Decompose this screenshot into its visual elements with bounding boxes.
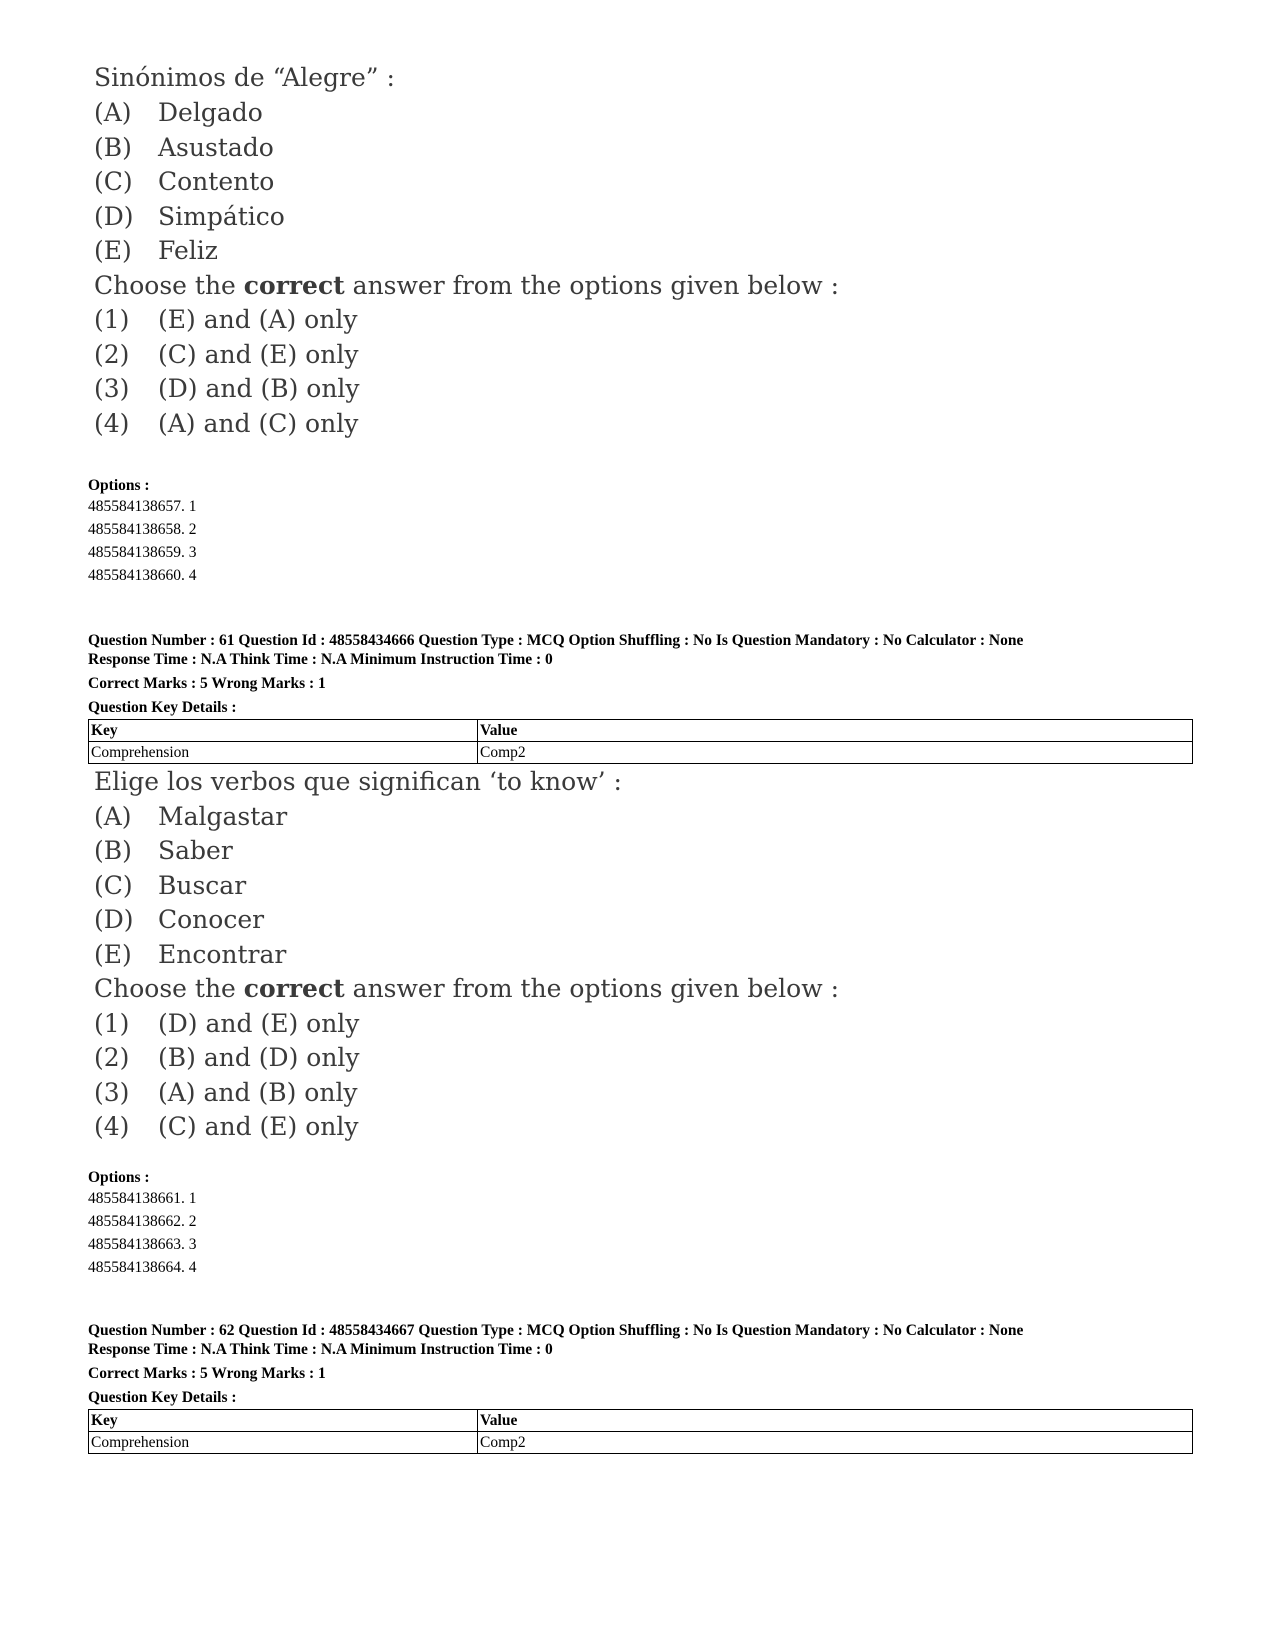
- q62-key-details-header: Question Key Details :: [88, 1389, 237, 1406]
- table-header-row: [89, 720, 1193, 742]
- table-header-value: Value: [478, 720, 1193, 742]
- q61-choice-3: (3) (A) and (B) only: [94, 1078, 358, 1107]
- table-row: [89, 742, 1193, 764]
- q61-question-image: [0, 765, 1275, 1165]
- table-cell-value: Comp2: [478, 1432, 1193, 1454]
- q61-item-b: (B) Saber: [94, 836, 233, 865]
- q60-item-b: (B) Asustado: [94, 133, 274, 162]
- q60-stem: Sinónimos de “Alegre” :: [94, 63, 395, 92]
- q61-item-a: (A) Malgastar: [94, 802, 288, 831]
- q60-item-e: (E) Feliz: [94, 236, 218, 265]
- q61-marks: Correct Marks : 5 Wrong Marks : 1: [88, 675, 326, 692]
- q60-question-image: [0, 0, 1275, 470]
- q61-item-c: (C) Buscar: [94, 871, 247, 900]
- q62-marks: Correct Marks : 5 Wrong Marks : 1: [88, 1365, 326, 1382]
- table-cell-key: Comprehension: [89, 742, 478, 764]
- table-header-value: Value: [478, 1410, 1193, 1432]
- q60-choice-3: (3) (D) and (B) only: [94, 374, 360, 403]
- q60-choice-4: (4) (A) and (C) only: [94, 409, 359, 438]
- q61-item-e: (E) Encontrar: [94, 940, 287, 969]
- table-header-key: Key: [89, 720, 478, 742]
- q60-item-a: (A) Delgado: [94, 98, 263, 127]
- q60-options-header: Options :: [88, 477, 150, 494]
- q60-choice-1: (1) (E) and (A) only: [94, 305, 358, 334]
- q60-option-1: 485584138657. 1: [88, 498, 197, 515]
- q61-item-d: (D) Conocer: [94, 905, 265, 934]
- q60-choice-2: (2) (C) and (E) only: [94, 340, 359, 369]
- q61-key-table: [88, 719, 1193, 764]
- table-header-row: [89, 1410, 1193, 1432]
- q62-key-table: [88, 1409, 1193, 1454]
- q60-option-4: 485584138660. 4: [88, 567, 197, 584]
- q62-meta-line2: Response Time : N.A Think Time : N.A Minimum Instruction Time : 0: [88, 1341, 553, 1358]
- q61-instruction: Choose the correct answer from the options given below :: [94, 974, 839, 1003]
- q60-item-d: (D) Simpático: [94, 202, 285, 231]
- q61-option-2: 485584138662. 2: [88, 1213, 197, 1230]
- q60-item-c: (C) Contento: [94, 167, 275, 196]
- q60-option-3: 485584138659. 3: [88, 544, 197, 561]
- q61-key-details-header: Question Key Details :: [88, 699, 237, 716]
- q61-options-header: Options :: [88, 1169, 150, 1186]
- table-header-key: Key: [89, 1410, 478, 1432]
- q61-option-3: 485584138663. 3: [88, 1236, 197, 1253]
- table-cell-value: Comp2: [478, 742, 1193, 764]
- q60-instruction: Choose the correct answer from the options given below :: [94, 271, 839, 300]
- q61-choice-1: (1) (D) and (E) only: [94, 1009, 360, 1038]
- q60-option-2: 485584138658. 2: [88, 521, 197, 538]
- q61-option-4: 485584138664. 4: [88, 1259, 197, 1276]
- q61-choice-4: (4) (C) and (E) only: [94, 1112, 359, 1141]
- q62-meta-line1: Question Number : 62 Question Id : 48558434667 Question Type : MCQ Option Shuffling : No Is Question Mandatory : No Calculator : None: [88, 1322, 1024, 1339]
- q61-stem: Elige los verbos que significan ‘to know’ :: [94, 767, 622, 796]
- table-row: [89, 1432, 1193, 1454]
- q61-meta-line2: Response Time : N.A Think Time : N.A Minimum Instruction Time : 0: [88, 651, 553, 668]
- q61-meta-line1: Question Number : 61 Question Id : 48558434666 Question Type : MCQ Option Shuffling : No Is Question Mandatory : No Calculator : None: [88, 632, 1024, 649]
- q61-option-1: 485584138661. 1: [88, 1190, 197, 1207]
- table-cell-key: Comprehension: [89, 1432, 478, 1454]
- q61-choice-2: (2) (B) and (D) only: [94, 1043, 360, 1072]
